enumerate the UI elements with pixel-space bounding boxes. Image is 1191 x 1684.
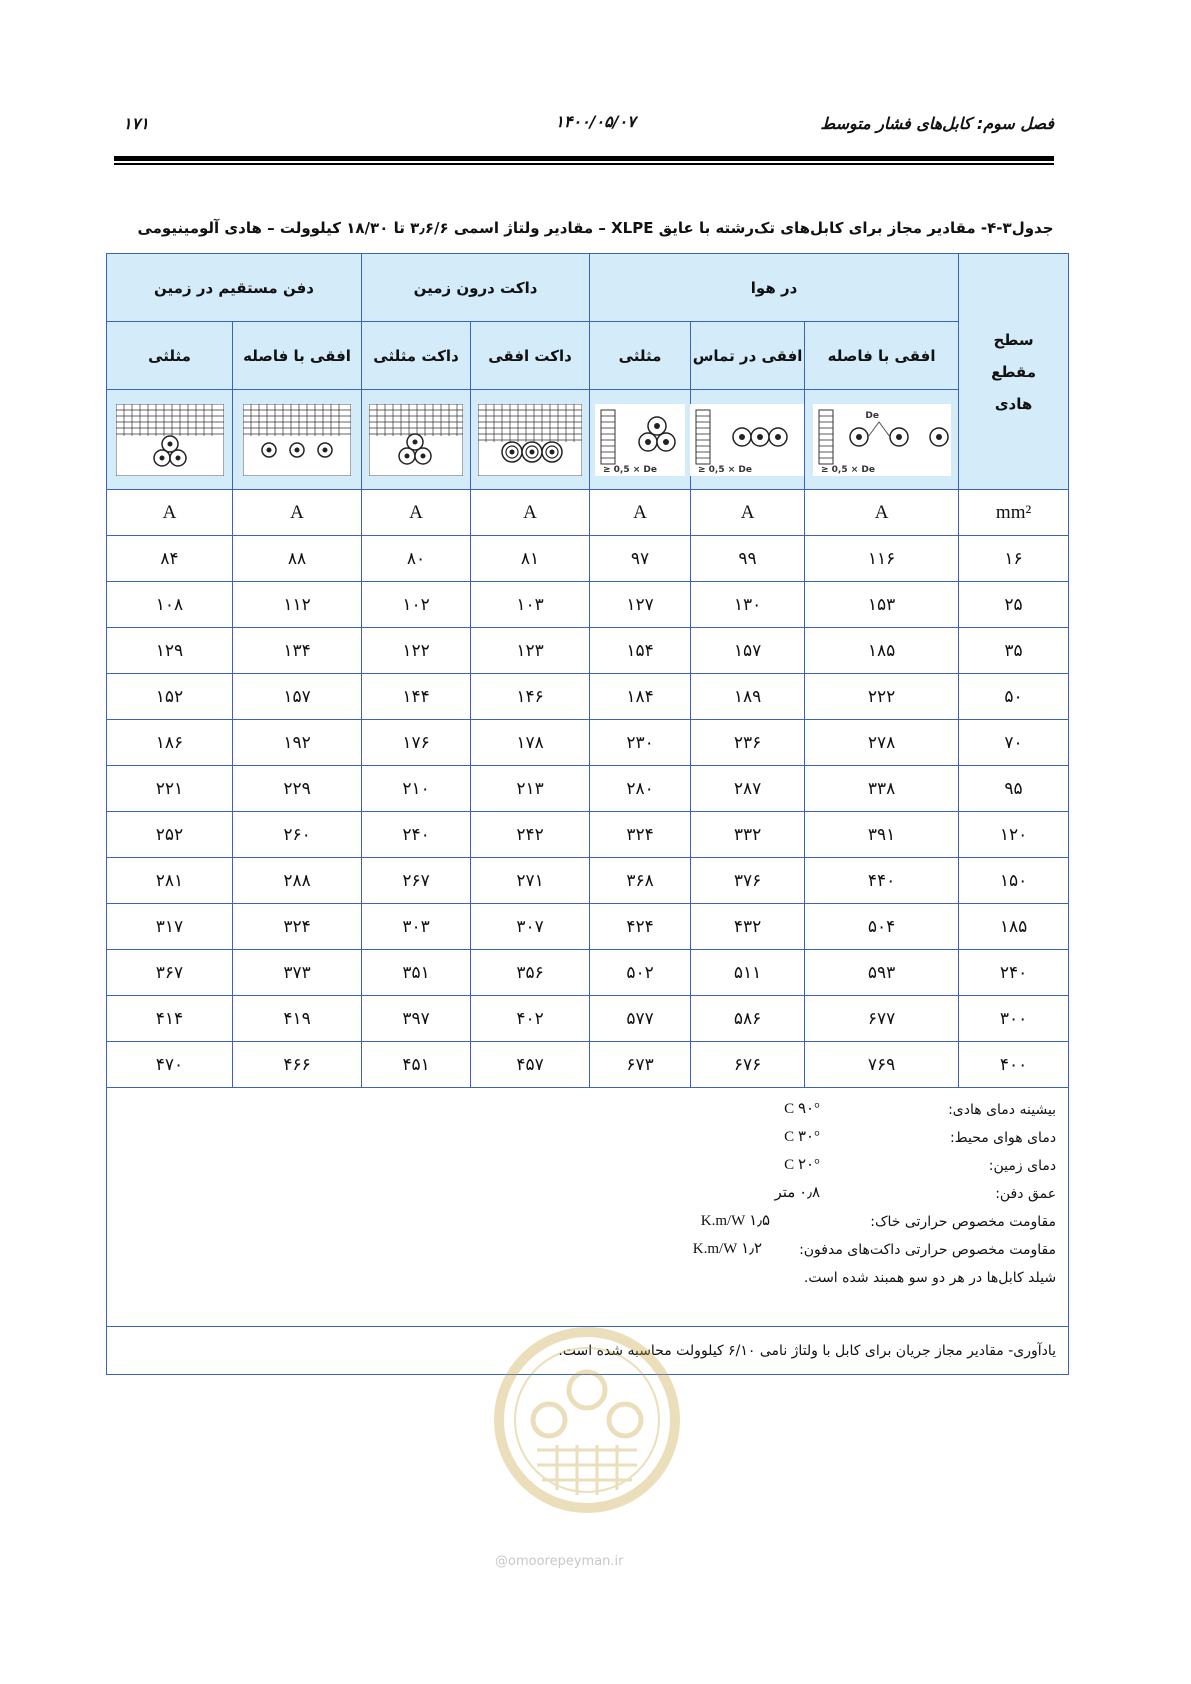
cell-current-value: ۱۵۳: [805, 582, 959, 628]
table-row: [107, 628, 1069, 674]
cell-current-value: ۳۲۴: [233, 904, 362, 950]
cell-current-value: ۳۳۲: [691, 812, 805, 858]
cell-current-value: ۱۰۲: [362, 582, 471, 628]
cell-current-value: ۲۲۲: [805, 674, 959, 720]
table-row: [107, 996, 1069, 1042]
cell-current-value: ۱۸۶: [107, 720, 233, 766]
sub-duct-flat: داکت افقی: [471, 322, 590, 390]
cell-current-value: ۱۳۴: [233, 628, 362, 674]
cell-current-value: ۵۸۶: [691, 996, 805, 1042]
cell-current-value: ۲۸۸: [233, 858, 362, 904]
cell-current-value: ۴۵۷: [471, 1042, 590, 1088]
note-value: ۱٫۵ K.m/W: [700, 1213, 771, 1229]
cable-arrangement-icon: [813, 404, 951, 476]
cell-current-value: ۴۴۰: [805, 858, 959, 904]
note-label: عمق دفن:: [995, 1186, 1057, 1202]
cell-current-value: ۴۱۹: [233, 996, 362, 1042]
cell-current-value: ۱۳۰: [691, 582, 805, 628]
diagram-duct-flat: [471, 390, 590, 490]
header-rule-thin: [114, 163, 1054, 165]
cell-current-value: ۲۱۰: [362, 766, 471, 812]
cable-arrangement-icon: [478, 404, 582, 476]
cell-current-value: ۲۳۶: [691, 720, 805, 766]
unit-cross-section: mm²: [959, 490, 1069, 536]
cell-current-value: ۲۸۱: [107, 858, 233, 904]
cell-current-value: ۸۱: [471, 536, 590, 582]
cable-arrangement-icon: [595, 404, 685, 476]
diagram-buried-flat-spaced: [233, 390, 362, 490]
cell-cross-section: ۴۰۰: [959, 1042, 1069, 1088]
cell-current-value: ۱۵۷: [233, 674, 362, 720]
table-row: [107, 858, 1069, 904]
cell-cross-section: ۲۵: [959, 582, 1069, 628]
table-row: [107, 536, 1069, 582]
spacing-label: ≥ 0,5 × De: [820, 464, 875, 475]
cell-current-value: ۲۲۱: [107, 766, 233, 812]
cell-current-value: ۱۰۸: [107, 582, 233, 628]
reminder-note: یادآوری- مقادیر مجاز جریان برای کابل با ولتاژ نامی ۶/۱۰ کیلوولت محاسبه شده است.: [107, 1327, 1069, 1375]
diagram-duct-trefoil: [362, 390, 471, 490]
group-in-air: در هوا: [590, 254, 959, 322]
cell-current-value: ۲۴۲: [471, 812, 590, 858]
cell-current-value: ۳۷۶: [691, 858, 805, 904]
cell-cross-section: ۱۶: [959, 536, 1069, 582]
cell-current-value: ۸۸: [233, 536, 362, 582]
header-date: ۱۴۰۰/۰۵/۰۷: [555, 112, 636, 131]
cell-current-value: ۳۱۷: [107, 904, 233, 950]
cell-cross-section: ۱۵۰: [959, 858, 1069, 904]
cell-cross-section: ۳۰۰: [959, 996, 1069, 1042]
diagram-air-trefoil: [590, 390, 691, 490]
cell-current-value: ۲۶۷: [362, 858, 471, 904]
note-label: دمای هوای محیط:: [949, 1130, 1057, 1146]
cell-current-value: ۱۹۲: [233, 720, 362, 766]
cell-current-value: ۴۰۲: [471, 996, 590, 1042]
table-row: [107, 812, 1069, 858]
unit-current: A: [362, 490, 471, 536]
cell-current-value: ۴۵۱: [362, 1042, 471, 1088]
header-rule-thick: [114, 156, 1054, 161]
cell-current-value: ۲۵۲: [107, 812, 233, 858]
cell-current-value: ۱۲۷: [590, 582, 691, 628]
cell-current-value: ۱۸۹: [691, 674, 805, 720]
note-label: شیلد کابل‌ها در هر دو سو همبند شده است.: [803, 1270, 1057, 1286]
sub-buried-trefoil: مثلثی: [107, 322, 233, 390]
de-label: De: [864, 410, 879, 421]
note-value: ۲۰° C: [784, 1157, 821, 1173]
cell-current-value: ۵۰۲: [590, 950, 691, 996]
cell-current-value: ۳۵۱: [362, 950, 471, 996]
sub-air-flat-touching: افقی در تماس: [691, 322, 805, 390]
watermark-logo: [487, 1320, 687, 1540]
cell-current-value: ۱۷۸: [471, 720, 590, 766]
diagram-air-flat-touching: [691, 390, 805, 490]
cell-cross-section: ۷۰: [959, 720, 1069, 766]
note-label: بیشینه دمای هادی:: [948, 1102, 1057, 1118]
cell-current-value: ۷۶۹: [805, 1042, 959, 1088]
ampacity-table: [106, 253, 1069, 1375]
note-label: دمای زمین:: [988, 1158, 1057, 1174]
unit-current: A: [590, 490, 691, 536]
cell-current-value: ۳۹۷: [362, 996, 471, 1042]
cell-current-value: ۲۶۰: [233, 812, 362, 858]
cell-current-value: ۲۸۷: [691, 766, 805, 812]
cell-current-value: ۸۰: [362, 536, 471, 582]
cell-current-value: ۱۱۶: [805, 536, 959, 582]
page-number: ۱۷۱: [123, 114, 149, 133]
cell-current-value: ۲۷۸: [805, 720, 959, 766]
cell-current-value: ۱۲۹: [107, 628, 233, 674]
cell-current-value: ۳۰۷: [471, 904, 590, 950]
cell-current-value: ۲۴۰: [362, 812, 471, 858]
cell-current-value: ۳۶۸: [590, 858, 691, 904]
unit-current: A: [471, 490, 590, 536]
group-direct-buried: دفن مستقیم در زمین: [107, 254, 362, 322]
unit-current: A: [691, 490, 805, 536]
cell-current-value: ۲۷۱: [471, 858, 590, 904]
cell-current-value: ۲۳۰: [590, 720, 691, 766]
sub-duct-trefoil: داکت مثلثی: [362, 322, 471, 390]
cell-current-value: ۳۹۱: [805, 812, 959, 858]
cell-current-value: ۴۶۶: [233, 1042, 362, 1088]
unit-current: A: [233, 490, 362, 536]
cell-current-value: ۵۰۴: [805, 904, 959, 950]
cell-current-value: ۳۵۶: [471, 950, 590, 996]
cell-current-value: ۹۹: [691, 536, 805, 582]
cell-current-value: ۱۴۴: [362, 674, 471, 720]
cable-arrangement-icon: [369, 404, 463, 476]
cell-current-value: ۱۵۴: [590, 628, 691, 674]
cell-cross-section: ۵۰: [959, 674, 1069, 720]
cell-current-value: ۱۲۳: [471, 628, 590, 674]
cell-current-value: ۶۷۷: [805, 996, 959, 1042]
cell-current-value: ۱۵۲: [107, 674, 233, 720]
unit-current: A: [107, 490, 233, 536]
cell-current-value: ۱۵۷: [691, 628, 805, 674]
cell-current-value: ۹۷: [590, 536, 691, 582]
table-row: [107, 720, 1069, 766]
cell-current-value: ۱۰۳: [471, 582, 590, 628]
group-duct-underground: داکت درون زمین: [362, 254, 590, 322]
cell-current-value: ۱۷۶: [362, 720, 471, 766]
cell-current-value: ۲۲۹: [233, 766, 362, 812]
note-label: مقاومت مخصوص حرارتی داکت‌های مدفون:: [799, 1242, 1057, 1258]
sub-air-trefoil: مثلثی: [590, 322, 691, 390]
cell-current-value: ۸۴: [107, 536, 233, 582]
diagram-buried-trefoil: [107, 390, 233, 490]
cell-current-value: ۵۹۳: [805, 950, 959, 996]
unit-current: A: [805, 490, 959, 536]
cell-current-value: ۴۱۴: [107, 996, 233, 1042]
note-value: ۰٫۸ متر: [774, 1185, 821, 1201]
chapter-header: فصل سوم: کابل‌های فشار متوسط: [820, 114, 1054, 133]
note-label: مقاومت مخصوص حرارتی خاک:: [870, 1214, 1057, 1230]
cable-arrangement-icon: [243, 404, 351, 476]
cell-current-value: ۵۱۱: [691, 950, 805, 996]
cell-current-value: ۶۷۳: [590, 1042, 691, 1088]
cell-current-value: ۳۶۷: [107, 950, 233, 996]
table-row: [107, 950, 1069, 996]
cell-cross-section: ۱۲۰: [959, 812, 1069, 858]
spacing-label: ≥ 0,5 × De: [603, 464, 658, 475]
table-row: [107, 904, 1069, 950]
table-row: [107, 674, 1069, 720]
cell-current-value: ۳۷۳: [233, 950, 362, 996]
cell-current-value: ۱۸۵: [805, 628, 959, 674]
sub-air-flat-spaced: افقی با فاصله: [805, 322, 959, 390]
cell-current-value: ۱۴۶: [471, 674, 590, 720]
cell-current-value: ۲۱۳: [471, 766, 590, 812]
spacing-label: ≥ 0,5 × De: [698, 464, 753, 475]
cell-current-value: ۶۷۶: [691, 1042, 805, 1088]
cell-current-value: ۲۸۰: [590, 766, 691, 812]
cell-cross-section: ۱۸۵: [959, 904, 1069, 950]
cell-current-value: ۳۳۸: [805, 766, 959, 812]
cell-current-value: ۱۱۲: [233, 582, 362, 628]
cell-current-value: ۱۲۲: [362, 628, 471, 674]
note-value: ۱٫۲ K.m/W: [692, 1241, 763, 1257]
cell-current-value: ۴۷۰: [107, 1042, 233, 1088]
cable-arrangement-icon: [690, 404, 804, 476]
cell-current-value: ۳۰۳: [362, 904, 471, 950]
cell-current-value: ۵۷۷: [590, 996, 691, 1042]
note-value: ۹۰° C: [784, 1101, 821, 1117]
diagram-air-flat-spaced: [805, 390, 959, 490]
cell-current-value: ۴۲۴: [590, 904, 691, 950]
cable-arrangement-icon: [116, 404, 224, 476]
cell-cross-section: ۹۵: [959, 766, 1069, 812]
cell-current-value: ۱۸۴: [590, 674, 691, 720]
table-row: [107, 582, 1069, 628]
cell-cross-section: ۲۴۰: [959, 950, 1069, 996]
table-row: [107, 1042, 1069, 1088]
table-row: [107, 766, 1069, 812]
table-body: [107, 536, 1069, 1088]
watermark-site: @omoorepeyman.ir: [495, 1554, 624, 1569]
note-value: ۳۰° C: [784, 1129, 821, 1145]
cell-current-value: ۳۲۴: [590, 812, 691, 858]
sub-buried-flat-spaced: افقی با فاصله: [233, 322, 362, 390]
notes-cell: [107, 1088, 1069, 1327]
table-caption: جدول۳-۴- مقادیر مجاز برای کابل‌های تک‌رشته با عایق XLPE – مقادیر ولتاژ اسمی ۳٫۶/۶ تا ۱۸/۳۰ کیلوولت – هادی آلومینیومی: [137, 219, 1054, 237]
cell-current-value: ۴۳۲: [691, 904, 805, 950]
cell-cross-section: ۳۵: [959, 628, 1069, 674]
header-cross-section: سطح مقطع هادی: [959, 254, 1069, 490]
